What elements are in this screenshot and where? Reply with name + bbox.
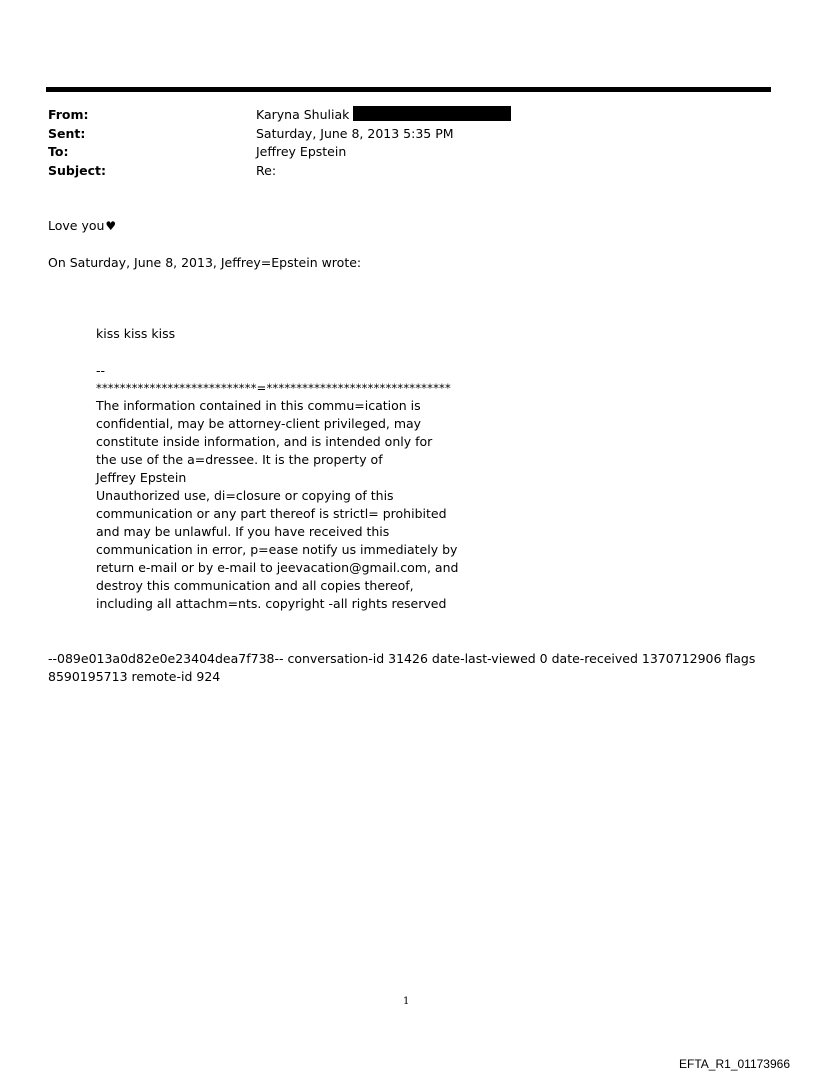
from-value <box>256 106 511 125</box>
disclaimer-line: constitute inside information, and is intended only for <box>96 434 433 449</box>
message-text: Love you <box>48 218 105 233</box>
disclaimer-line: and may be unlawful. If you have received this <box>96 524 390 539</box>
to-label: To: <box>48 144 69 159</box>
conversation-metadata: --089e013a0d82e0e23404dea7f738-- conversation-id 31426 date-last-viewed 0 date-received 1370712906 flags 8590195713 remote-id 924 <box>48 651 756 684</box>
disclaimer-line: Jeffrey Epstein <box>96 470 187 485</box>
disclaimer-line: the use of the a=dressee. It is the property of <box>96 452 383 467</box>
heart-icon: ♥ <box>105 219 117 233</box>
subject-row <box>48 162 511 181</box>
stars-line: ***************************=******************************* <box>96 381 451 395</box>
sent-label: Sent: <box>48 125 86 141</box>
from-label: From: <box>48 107 89 122</box>
quoted-kiss-line: kiss kiss kiss <box>96 326 176 341</box>
disclaimer-line: communication in error, p=ease notify us immediately by <box>96 542 458 557</box>
page-number: 1 <box>403 996 410 1007</box>
signature-separator: -- <box>96 363 106 378</box>
sent-value: Saturday, June 8, 2013 5:35 PM <box>256 125 454 141</box>
disclaimer-line: return e-mail or by e-mail to jeevacation@gmail.com, and <box>96 560 459 575</box>
disclaimer-line: destroy this communication and all copies thereof, <box>96 578 414 593</box>
redaction-block <box>353 106 511 121</box>
to-row <box>48 143 511 162</box>
quote-intro: On Saturday, June 8, 2013, Jeffrey=Epstein wrote: <box>48 255 362 270</box>
from-row <box>48 106 511 125</box>
subject-value: Re: <box>256 162 277 178</box>
from-name: Karyna Shuliak <box>256 107 350 122</box>
to-value: Jeffrey Epstein <box>256 144 347 159</box>
disclaimer-line: Unauthorized use, di=closure or copying of this <box>96 488 394 503</box>
bates-number: EFTA_R1_01173966 <box>679 1057 790 1071</box>
subject-label: Subject: <box>48 162 106 178</box>
disclaimer-line: The information contained in this commu=ication is <box>96 398 421 413</box>
sent-row <box>48 125 511 144</box>
message-body <box>48 217 116 235</box>
disclaimer-block <box>96 397 458 613</box>
disclaimer-line: communication or any part thereof is strictl= prohibited <box>96 506 447 521</box>
disclaimer-line: including all attachm=nts. copyright -all rights reserved <box>96 596 447 611</box>
disclaimer-line: confidential, may be attorney-client privileged, may <box>96 416 422 431</box>
email-header <box>48 106 511 180</box>
header-rule <box>46 87 771 92</box>
